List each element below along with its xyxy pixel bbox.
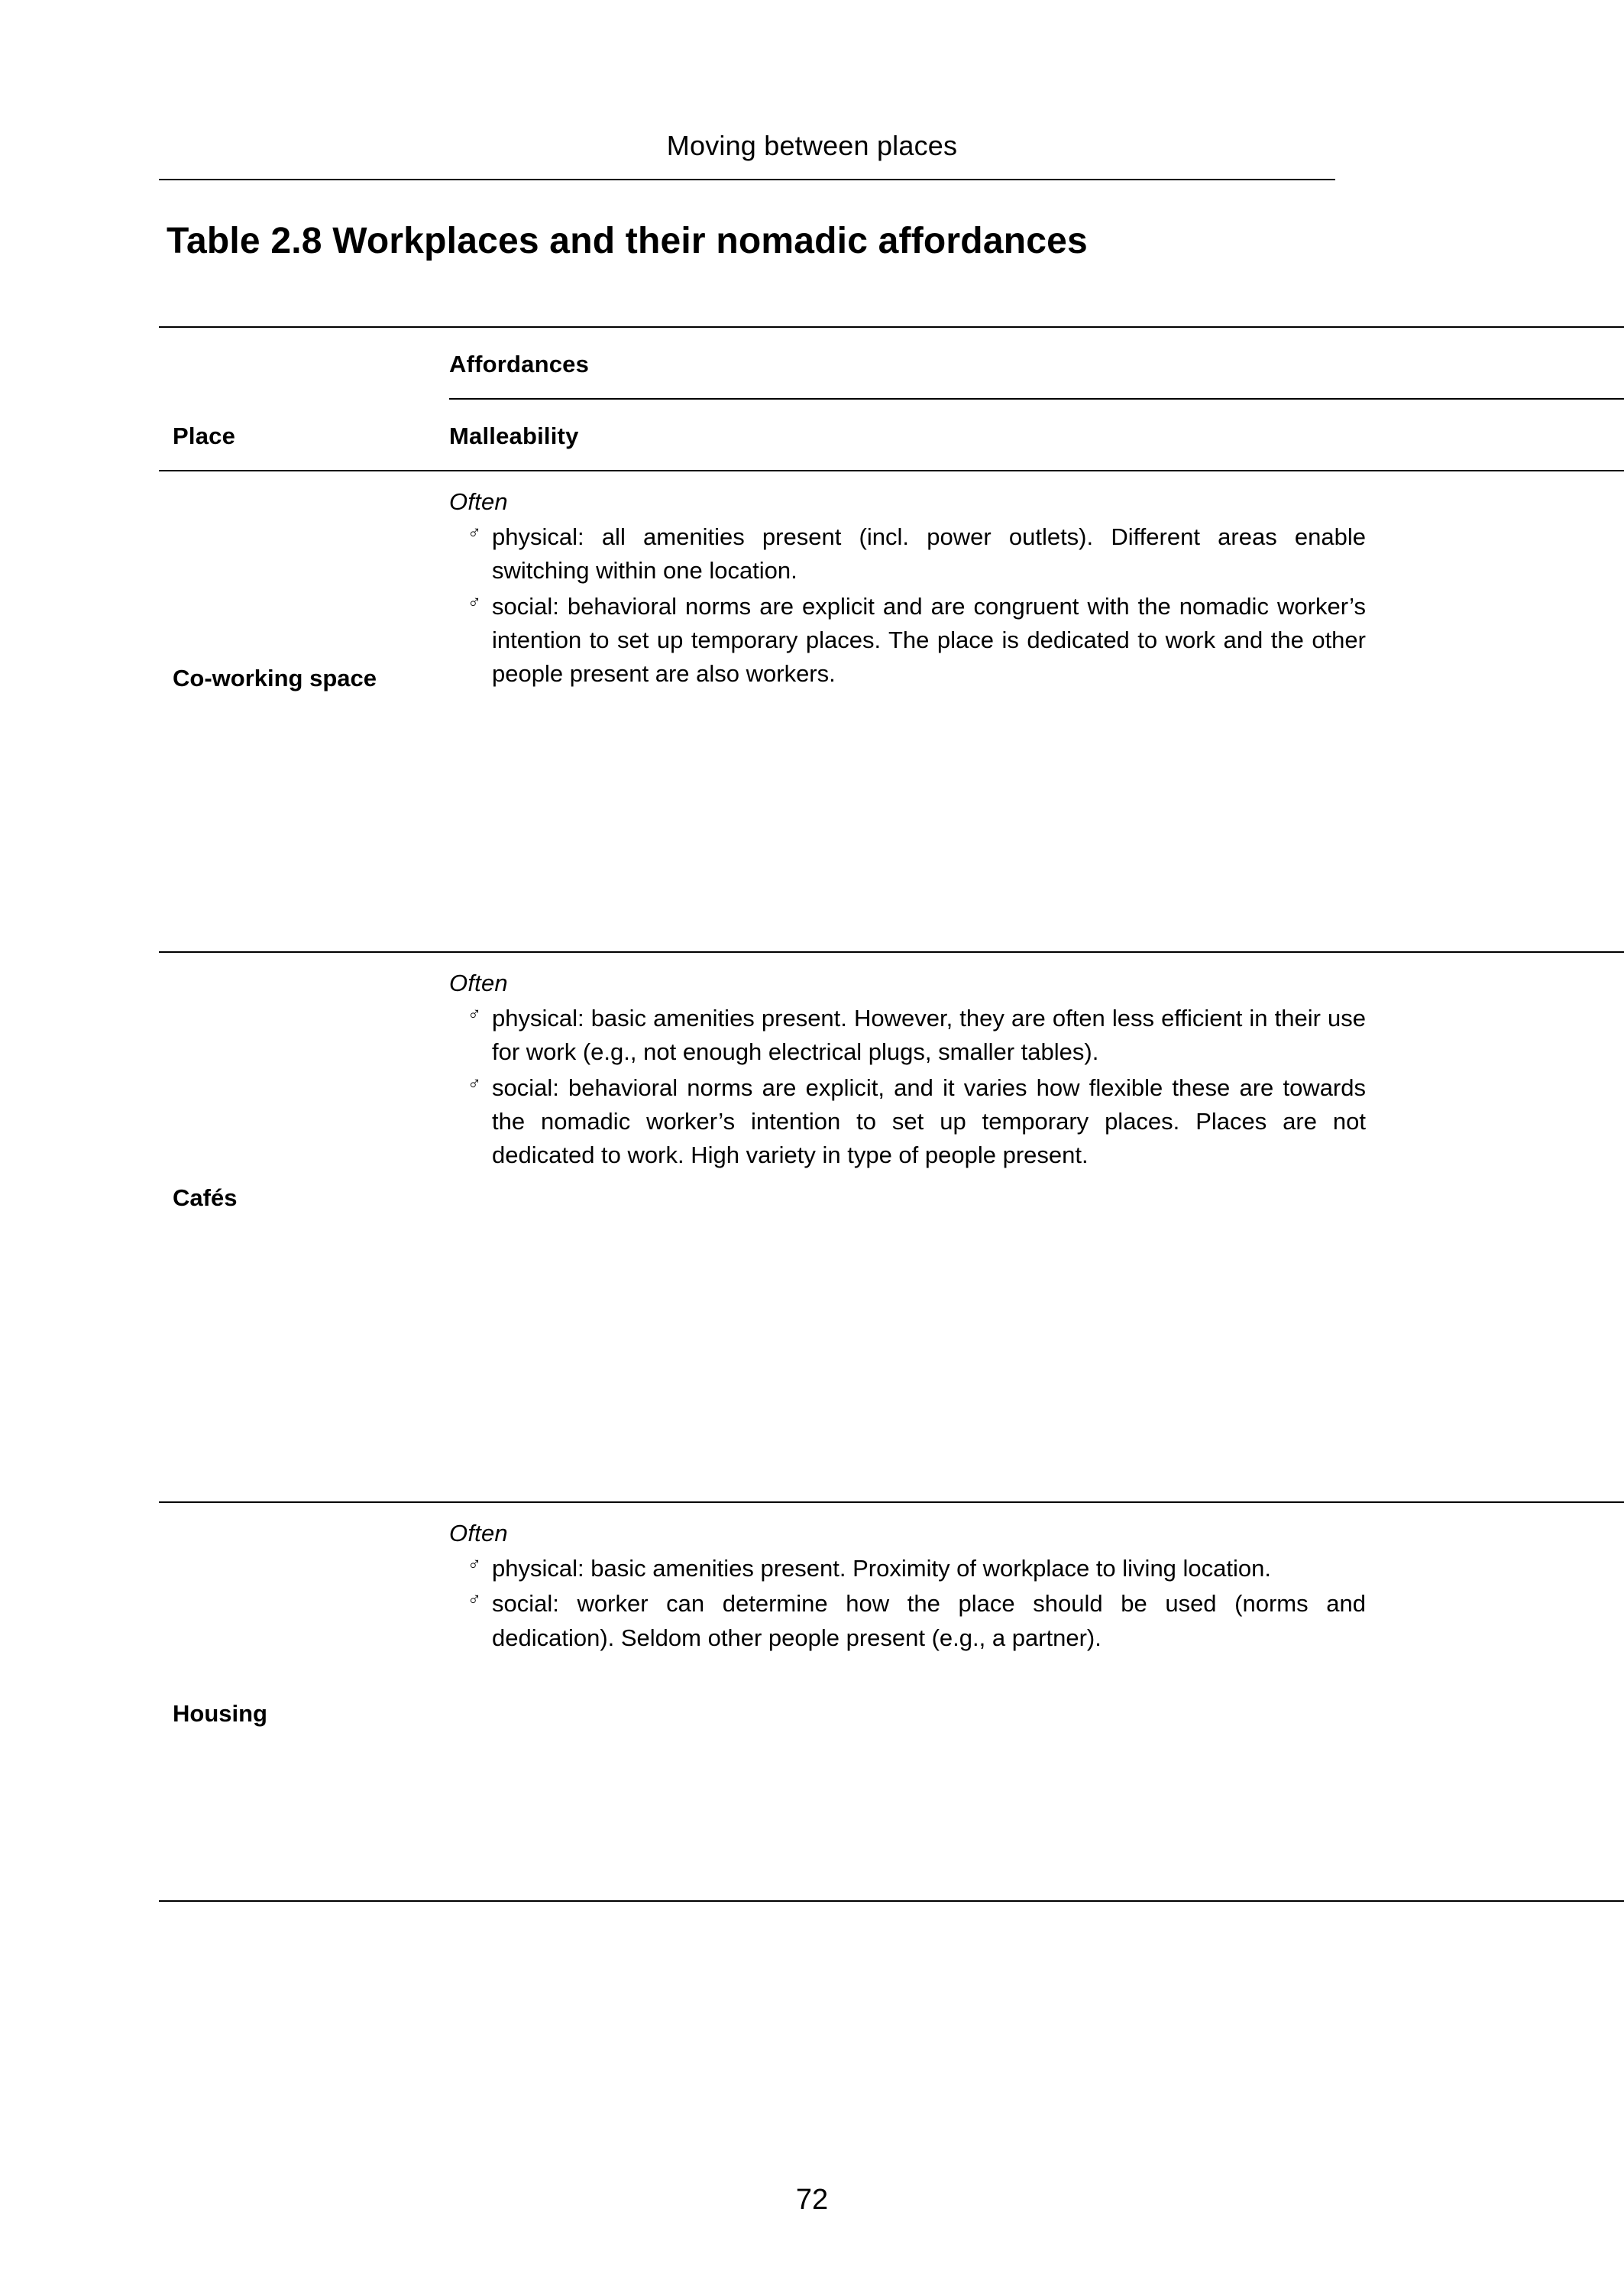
bullet-list (449, 1552, 1366, 1655)
place-header-label: Place (173, 423, 236, 449)
affordances-header-label: Affordances (449, 351, 590, 377)
row-malleability-cell (449, 953, 1624, 1174)
table-row (159, 953, 1624, 1501)
bullet-list (449, 1002, 1366, 1173)
frequency-label: Often (449, 488, 508, 515)
list-item (449, 1002, 1366, 1070)
list-item-text: physical: basic amenities present. However, they are often less efficient in their use for work (e.g., not enough electrical plugs, smaller tables). (492, 1005, 1366, 1066)
bullet-icon: ♂ (467, 1004, 481, 1025)
affordances-table (159, 326, 1624, 1902)
table-header-group-row (159, 328, 1624, 398)
row-place-cell (159, 471, 449, 695)
row-place-cell (159, 953, 449, 1214)
page-number: 72 (795, 2184, 829, 2216)
place-label: Co-working space (173, 665, 377, 691)
list-item-text: physical: all amenities present (incl. power outlets). Different areas enable switching within one location. (492, 523, 1366, 585)
list-item-text: social: behavioral norms are explicit, and it varies how flexible these are towards the nomadic worker’s intention to set up temporary places. Places are not dedicated to work. High variety in type of people present. (492, 1074, 1366, 1169)
table-bottom-rule (159, 1900, 1624, 1902)
running-head-rule (159, 179, 1335, 180)
bullet-icon: ♂ (467, 523, 481, 543)
table-header-row (159, 400, 1624, 470)
bullet-list (449, 520, 1366, 691)
frequency-label: Often (449, 1520, 508, 1546)
row-place-cell (159, 1503, 449, 1730)
row-malleability-cell (449, 471, 1624, 693)
place-label: Housing (173, 1700, 267, 1727)
bullet-icon: ♂ (467, 1589, 481, 1611)
header-malleability-cell (449, 400, 1624, 450)
list-item (449, 1071, 1366, 1173)
table-row (159, 1503, 1624, 1900)
list-item (449, 520, 1366, 588)
bullet-icon: ♂ (467, 591, 481, 613)
row-malleability-cell (449, 1503, 1624, 1657)
malleability-header-label: Malleability (449, 423, 579, 449)
bullet-icon: ♂ (467, 1554, 481, 1575)
table-title: Table 2.8 Workplaces and their nomadic affordances (167, 221, 1088, 261)
place-label: Cafés (173, 1184, 238, 1211)
header-group-affordances-cell (449, 328, 1624, 378)
header-place-cell (159, 400, 449, 450)
list-item (449, 590, 1366, 691)
table-row (159, 471, 1624, 951)
running-head: Moving between places (666, 130, 958, 161)
list-item (449, 1552, 1366, 1585)
list-item-text: social: behavioral norms are explicit and are congruent with the nomadic worker’s intention to set up temporary places. The place is dedicated to work and the other people present are also workers. (492, 592, 1366, 688)
list-item-text: physical: basic amenities present. Proximity of workplace to living location. (492, 1555, 1272, 1582)
list-item-text: social: worker can determine how the place should be used (norms and dedication). Seldom other people present (e.g., a partner). (492, 1590, 1366, 1651)
frequency-label: Often (449, 970, 508, 996)
list-item (449, 1587, 1366, 1655)
bullet-icon: ♂ (467, 1073, 481, 1094)
